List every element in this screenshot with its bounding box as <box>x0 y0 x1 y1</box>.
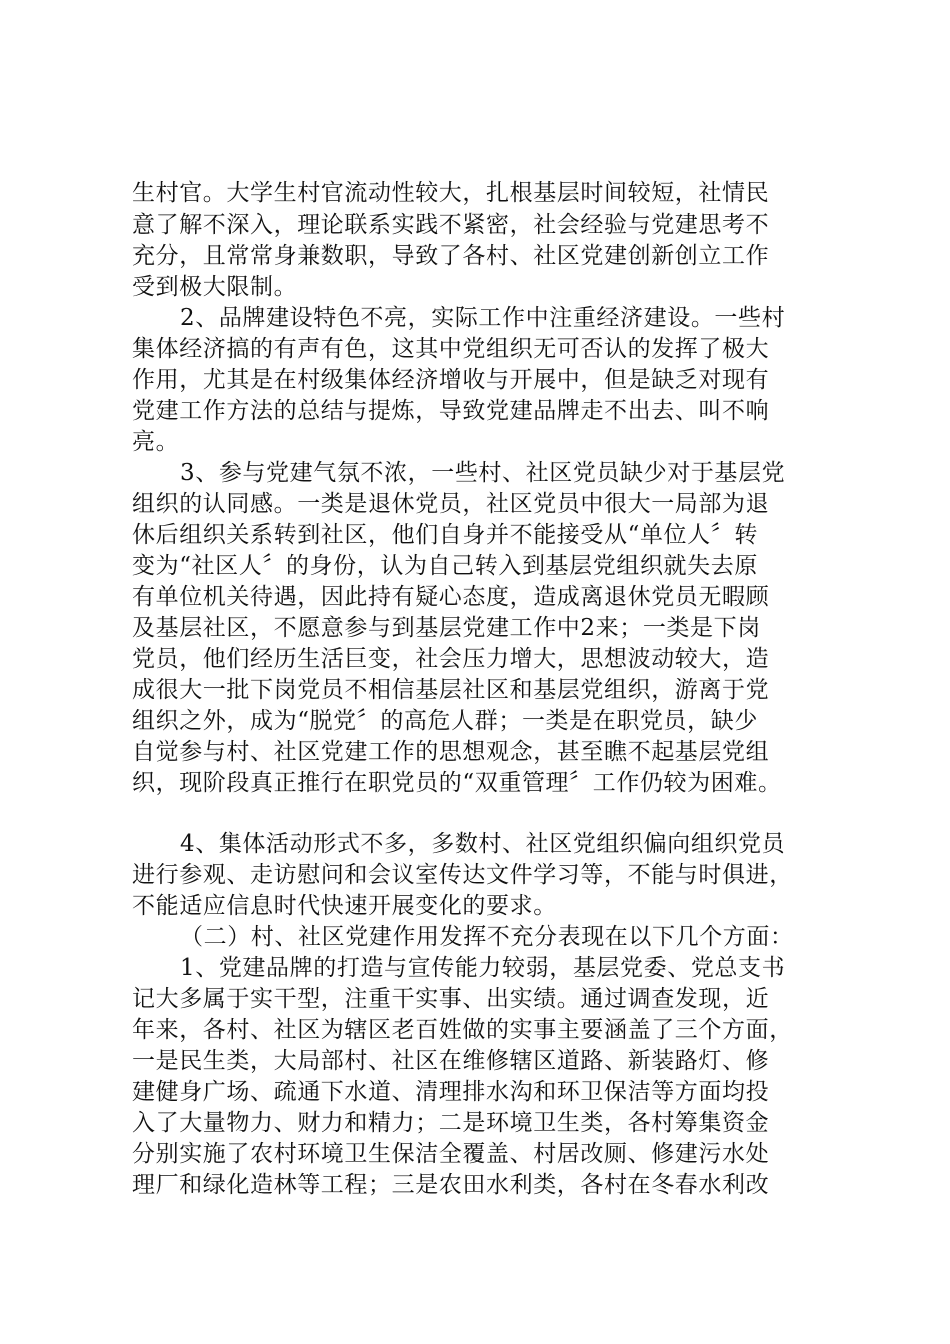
text-line: 组织之外，成为“脱党〞的高危人群；一类是在职党员，缺少 <box>132 708 758 734</box>
text-line: 及基层社区，不愿意参与到基层党建工作中2来；一类是下岗 <box>132 615 761 641</box>
paragraph-start: 4、集体活动形式不多，多数村、社区党组织偏向组织党员 <box>180 831 786 857</box>
text-line: 组织的认同感。一类是退休党员，社区党员中很大一局部为退 <box>132 491 770 517</box>
text-line: 党建工作方法的总结与提炼，导致党建品牌走不出去、叫不响 <box>132 398 770 424</box>
text-line: 入了大量物力、财力和精力；二是环境卫生类，各村筹集资金 <box>132 1110 770 1136</box>
text-line: 一是民生类，大局部村、社区在维修辖区道路、新装路灯、修 <box>132 1048 770 1074</box>
text-line: 不能适应信息时代快速开展变化的要求。 <box>132 893 557 919</box>
text-line: 意了解不深入，理论联系实践不紧密，社会经验与党建思考不 <box>132 212 770 238</box>
text-line: 亮。 <box>132 429 180 455</box>
paragraph-start: 1、党建品牌的打造与宣传能力较弱，基层党委、党总支书 <box>180 955 786 981</box>
text-line: 休后组织关系转到社区，他们自身并不能接受从“单位人〞转 <box>132 522 758 548</box>
text-line: 党员，他们经历生活巨变，社会压力增大，思想波动较大，造 <box>132 646 770 672</box>
text-line: 理厂和绿化造林等工程；三是农田水利类，各村在冬春水利改 <box>132 1172 770 1198</box>
section-heading: （二）村、社区党建作用发挥不充分表现在以下几个方面： <box>180 924 794 950</box>
paragraph-start: 3、参与党建气氛不浓，一些村、社区党员缺少对于基层党 <box>180 460 786 486</box>
text-line: 集体经济搞的有声有色，这其中党组织无可否认的发挥了极大 <box>132 336 770 362</box>
text-line: 变为“社区人〞的身份，认为自己转入到基层党组织就失去原 <box>132 553 758 579</box>
text-line: 建健身广场、疏通下水道、清理排水沟和环卫保洁等方面均投 <box>132 1079 770 1105</box>
paragraph-start: 2、品牌建设特色不亮，实际工作中注重经济建设。一些村 <box>180 305 786 331</box>
text-line: 受到极大限制。 <box>132 274 298 300</box>
text-line: 分别实施了农村环境卫生保洁全覆盖、村居改厕、修建污水处 <box>132 1141 770 1167</box>
text-line: 作用，尤其是在村级集体经济增收与开展中，但是缺乏对现有 <box>132 367 770 393</box>
text-line: 自觉参与村、社区党建工作的思想观念，甚至瞧不起基层党组 <box>132 739 770 765</box>
text-line: 生村官。大学生村官流动性较大，扎根基层时间较短，社情民 <box>132 180 770 206</box>
text-line: 记大多属于实干型，注重干实事、出实绩。通过调查发现，近 <box>132 986 770 1012</box>
text-line: 成很大一批下岗党员不相信基层社区和基层党组织，游离于党 <box>132 677 770 703</box>
text-line: 织，现阶段真正推行在职党员的“双重管理〞工作仍较为困难。 <box>132 770 782 796</box>
text-line: 进行参观、走访慰问和会议室传达文件学习等，不能与时俱进， <box>132 862 793 888</box>
text-line: 充分，且常常身兼数职，导致了各村、社区党建创新创立工作 <box>132 243 770 269</box>
text-line: 年来，各村、社区为辖区老百姓做的实事主要涵盖了三个方面， <box>132 1017 793 1043</box>
text-line: 有单位机关待遇，因此持有疑心态度，造成离退休党员无暇顾 <box>132 584 770 610</box>
